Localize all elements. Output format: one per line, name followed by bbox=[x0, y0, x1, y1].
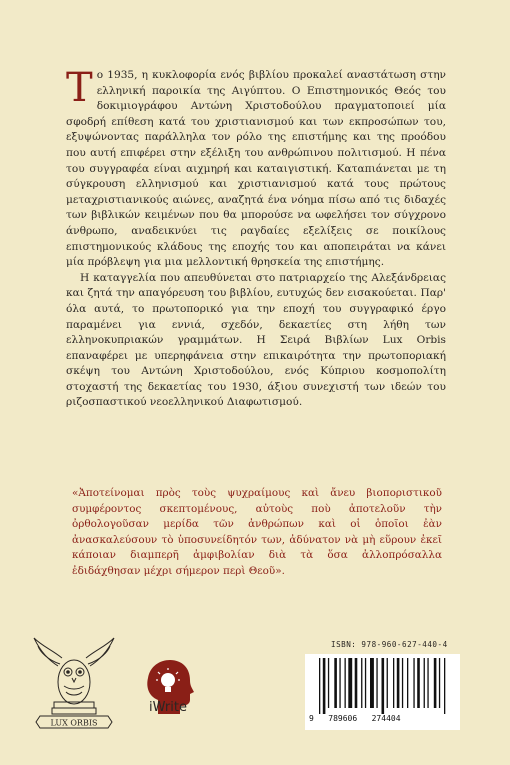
barcode-bar bbox=[387, 658, 388, 708]
blurb-paragraph-2 bbox=[66, 271, 446, 411]
drop-cap: Τ bbox=[66, 65, 93, 111]
barcode-bar bbox=[413, 658, 414, 708]
barcode-bar bbox=[434, 658, 437, 708]
barcode-bar bbox=[361, 658, 362, 708]
barcode-bar bbox=[417, 658, 420, 708]
barcode-bar bbox=[339, 658, 340, 708]
barcode-bar bbox=[439, 658, 440, 708]
blurb-paragraph-1 bbox=[66, 65, 446, 271]
barcode-bar bbox=[323, 658, 326, 714]
barcode-bar bbox=[365, 658, 366, 708]
lux-orbis-logo-text: LUX ORBIS bbox=[50, 718, 98, 728]
barcode-bar bbox=[328, 658, 329, 708]
barcode-bar bbox=[407, 658, 408, 708]
barcode-area bbox=[305, 654, 460, 730]
blurb-p2-text: Η καταγγελία που απευθύνεται στο πατριαρχείο της Αλεξάνδρειας και ζητά την απαγόρευση του βιβλίου, ευτυχώς δεν εισακούεται. Παρ' όλα αυτά, το πρωτοπορικό για την εποχή του συγγραφικό έργο παραμένει για εννιά, σχεδόν, δεκαετίες στη λήθη των ελληνοκυπριακών γραμμάτων. Η Σειρά Βιβλίων Lux Orbis επαναφέρει με υπερηφάνεια στην επικαιρότητα την πρωτοποριακή σκέψη του Αντώνη Χριστοδούλου, ενός Κύπριου κοσμοπολίτη στοχαστή της δεκαετίας του 1930, άξιου συνεχιστή των ιδεών του ριζοσπαστικού νεοελληνικού Διαφωτισμού. bbox=[66, 271, 446, 409]
barcode-bar bbox=[444, 658, 445, 714]
blurb-p1-text: ο 1935, η κυκλοφορία ενός βιβλίου προκαλεί αναστάτωση στην ελληνική παροικία της Αιγύπτου. Ο Επιστημονικός Θεός του δοκιμιογράφου Αντώνη Χριστοδούλου πραγματοποιεί μία σφοδρή επίθεση κατά του χριστιανισμού και των εκπροσώπων του, εξυψώνοντας παράλληλα τον ρόλο της επιστήμης και της προόδου που αυτή επιφέρει στην εξέλιξη του ανθρώπινου πολιτισμού. Η πένα του συγγραφέα είναι αιχμηρή και καταιγιστική. Καταπιάνεται με τη σύγκρουση ελληνισμού και χριστιανισμού κατά τους πρώτους μεταχριστιανικούς αιώνες, αναζητά ένα νόημα πίσω από τις διδαχές των βιβλικών κειμένων που θα μπορούσε να ωφελήσει τον σύγχρονο άνθρωπο, αναδεικνύει τις ραγδαίες εξελίξεις σε ποικίλους επιστημονικούς κλάδους της εποχής του και αποπειράται να κάνει μία πρόβλεψη για μια μελλοντική θρησκεία της επιστήμης. bbox=[66, 69, 446, 269]
barcode-bar bbox=[393, 658, 394, 708]
barcode-bars bbox=[305, 654, 460, 714]
blurb bbox=[66, 65, 446, 411]
iwrite-logo-text: iWrite bbox=[149, 700, 187, 715]
barcode bbox=[305, 640, 460, 730]
barcode-bar bbox=[397, 658, 400, 708]
barcode-bar bbox=[424, 658, 425, 708]
barcode-bar bbox=[355, 658, 358, 708]
barcode-bar bbox=[427, 658, 428, 708]
lux-orbis-logo bbox=[28, 636, 120, 736]
isbn-text: ISBN: 978-960-627-440-4 bbox=[331, 640, 448, 649]
barcode-bar bbox=[402, 658, 403, 708]
barcode-bar bbox=[376, 658, 377, 708]
epigraph-quote: «Ἀποτείνομαι πρὸς τοὺς ψυχραίμους καὶ ἄνευ βιοποριστικοῦ συμφέροντος σκεπτομένους, αὐτοὺς ποὺ ἀποτελοῦν τὴν ὀρθολογοῦσαν μερίδα τῶν ἀνθρώπων καὶ οἱ ὁποῖοι ἐὰν ἀνασκαλεύσουν τὸ ὑποσυνείδητόν των, ἀδύνατον νὰ μὴ εὕρουν ἐκεῖ κάποιαν διαμπερῆ ἀμφιβολίαν διὰ τὰ ὅσα ἀλλοπρόσαλλα ἐδιδάχθησαν μέχρι σήμερον περὶ Θεοῦ». bbox=[72, 487, 442, 577]
barcode-bar bbox=[382, 658, 385, 714]
barcode-bar bbox=[348, 658, 352, 708]
barcode-bar bbox=[370, 658, 374, 708]
barcode-bar bbox=[345, 658, 346, 708]
iwrite-logo-icon bbox=[138, 640, 198, 732]
barcode-bar bbox=[334, 658, 337, 708]
barcode-bar bbox=[319, 658, 320, 714]
barcode-digits: 9 789606 274404 bbox=[309, 714, 401, 723]
